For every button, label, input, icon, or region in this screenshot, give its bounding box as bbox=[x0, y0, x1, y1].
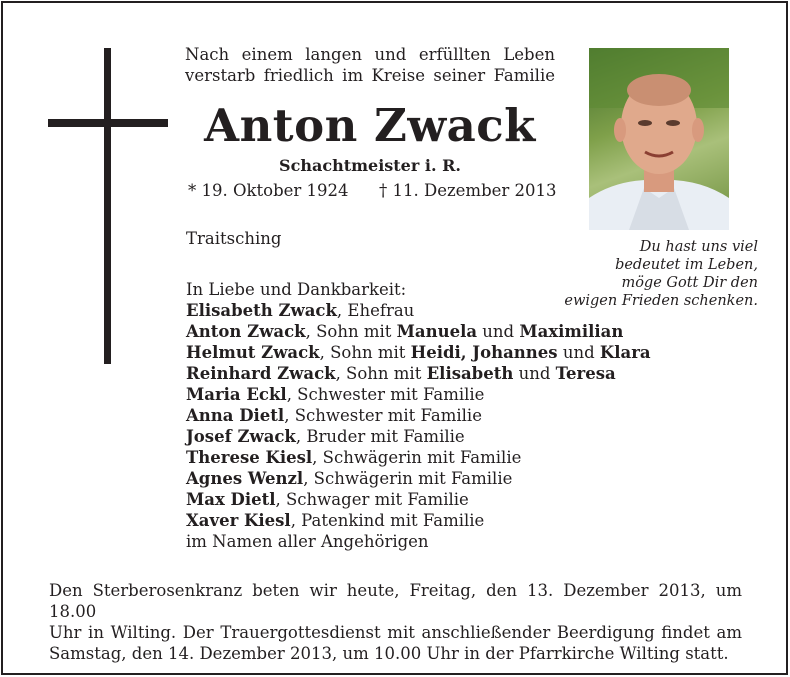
mourner-relation: , Sohn mit bbox=[305, 322, 397, 341]
portrait-photo bbox=[589, 48, 729, 230]
mourner-name: Reinhard Zwack bbox=[186, 364, 336, 383]
quote-line: ewigen Frieden schenken. bbox=[564, 293, 758, 309]
mourner-line bbox=[186, 447, 651, 468]
mourner-name: Anton Zwack bbox=[186, 322, 306, 341]
mourner-name: Elisabeth bbox=[426, 364, 514, 383]
intro-text bbox=[185, 44, 555, 86]
quote-line: Du hast uns viel bbox=[639, 239, 758, 255]
cross-icon bbox=[104, 48, 111, 364]
mourner-relation: und bbox=[477, 322, 520, 341]
mourner-line bbox=[186, 510, 651, 531]
mourner-name: Elisabeth Zwack bbox=[186, 301, 337, 320]
service-line: Samstag, den 14. Dezember 2013, um 10.00 Uhr in der Pfarrkirche Wilting statt. bbox=[49, 644, 729, 663]
intro-line: Nach einem langen und erfüllten Leben bbox=[185, 45, 555, 64]
mourner-name: Xaver Kiesl bbox=[186, 511, 291, 530]
mourner-line bbox=[186, 342, 651, 363]
deceased-name: Anton Zwack bbox=[204, 99, 536, 152]
mourner-relation: , Ehefrau bbox=[336, 301, 415, 320]
mourner-name: Agnes Wenzl bbox=[186, 469, 304, 488]
mourner-line bbox=[186, 489, 651, 510]
mourner-name: Therese Kiesl bbox=[186, 448, 313, 467]
mourner-name: Maximilian bbox=[519, 322, 624, 341]
mourner-line bbox=[186, 384, 651, 405]
mourner-line bbox=[186, 468, 651, 489]
service-line: Den Sterberosenkranz beten wir heute, Freitag, den 13. Dezember 2013, um 18.00 bbox=[49, 581, 742, 621]
mourner-line bbox=[186, 426, 651, 447]
mourner-name: Josef Zwack bbox=[186, 427, 296, 446]
mourner-line bbox=[186, 321, 651, 342]
birth-date: * 19. Oktober 1924 bbox=[188, 181, 349, 200]
mourner-relation: , Schwägerin mit Familie bbox=[312, 448, 522, 467]
death-date: † 11. Dezember 2013 bbox=[379, 181, 557, 200]
mourners-heading: In Liebe und Dankbarkeit: bbox=[186, 280, 407, 299]
mourner-name: Helmut Zwack bbox=[186, 343, 320, 362]
mourner-relation: , Schwager mit Familie bbox=[275, 490, 469, 509]
mourner-name: Teresa bbox=[555, 364, 616, 383]
deceased-title: Schachtmeister i. R. bbox=[279, 156, 461, 175]
mourner-relation: und bbox=[557, 343, 600, 362]
mourner-relation: im Namen aller Angehörigen bbox=[186, 532, 429, 551]
mourner-relation: , Sohn mit bbox=[319, 343, 411, 362]
mourner-line bbox=[186, 363, 651, 384]
mourner-relation: , Schwägerin mit Familie bbox=[303, 469, 513, 488]
mourner-line bbox=[186, 300, 651, 321]
mourner-relation: , Sohn mit bbox=[335, 364, 427, 383]
service-line: Uhr in Wilting. Der Trauergottesdienst mit anschließender Beerdigung findet am bbox=[49, 623, 742, 642]
quote-line: bedeutet im Leben, bbox=[615, 257, 758, 273]
mourner-line bbox=[186, 531, 651, 552]
mourner-name: Max Dietl bbox=[186, 490, 276, 509]
mourner-relation: , Schwester mit Familie bbox=[284, 406, 482, 425]
place: Traitsching bbox=[186, 229, 282, 248]
mourner-relation: und bbox=[513, 364, 556, 383]
mourner-name: Anna Dietl bbox=[186, 406, 285, 425]
mourner-relation: , Schwester mit Familie bbox=[286, 385, 485, 404]
mourner-relation: , Bruder mit Familie bbox=[295, 427, 465, 446]
mourners-list bbox=[186, 279, 651, 552]
mourner-line bbox=[186, 405, 651, 426]
mourner-relation: , Patenkind mit Familie bbox=[290, 511, 485, 530]
service-notice bbox=[49, 580, 742, 664]
cross-icon-bar bbox=[48, 118, 168, 128]
intro-line: verstarb friedlich im Kreise seiner Familie bbox=[185, 66, 555, 85]
mourner-name: Maria Eckl bbox=[186, 385, 287, 404]
portrait-illustration bbox=[589, 48, 729, 230]
mourner-name: Heidi, Johannes bbox=[410, 343, 558, 362]
quote-line: möge Gott Dir den bbox=[621, 275, 758, 291]
mourner-name: Klara bbox=[599, 343, 651, 362]
mourner-name: Manuela bbox=[396, 322, 478, 341]
